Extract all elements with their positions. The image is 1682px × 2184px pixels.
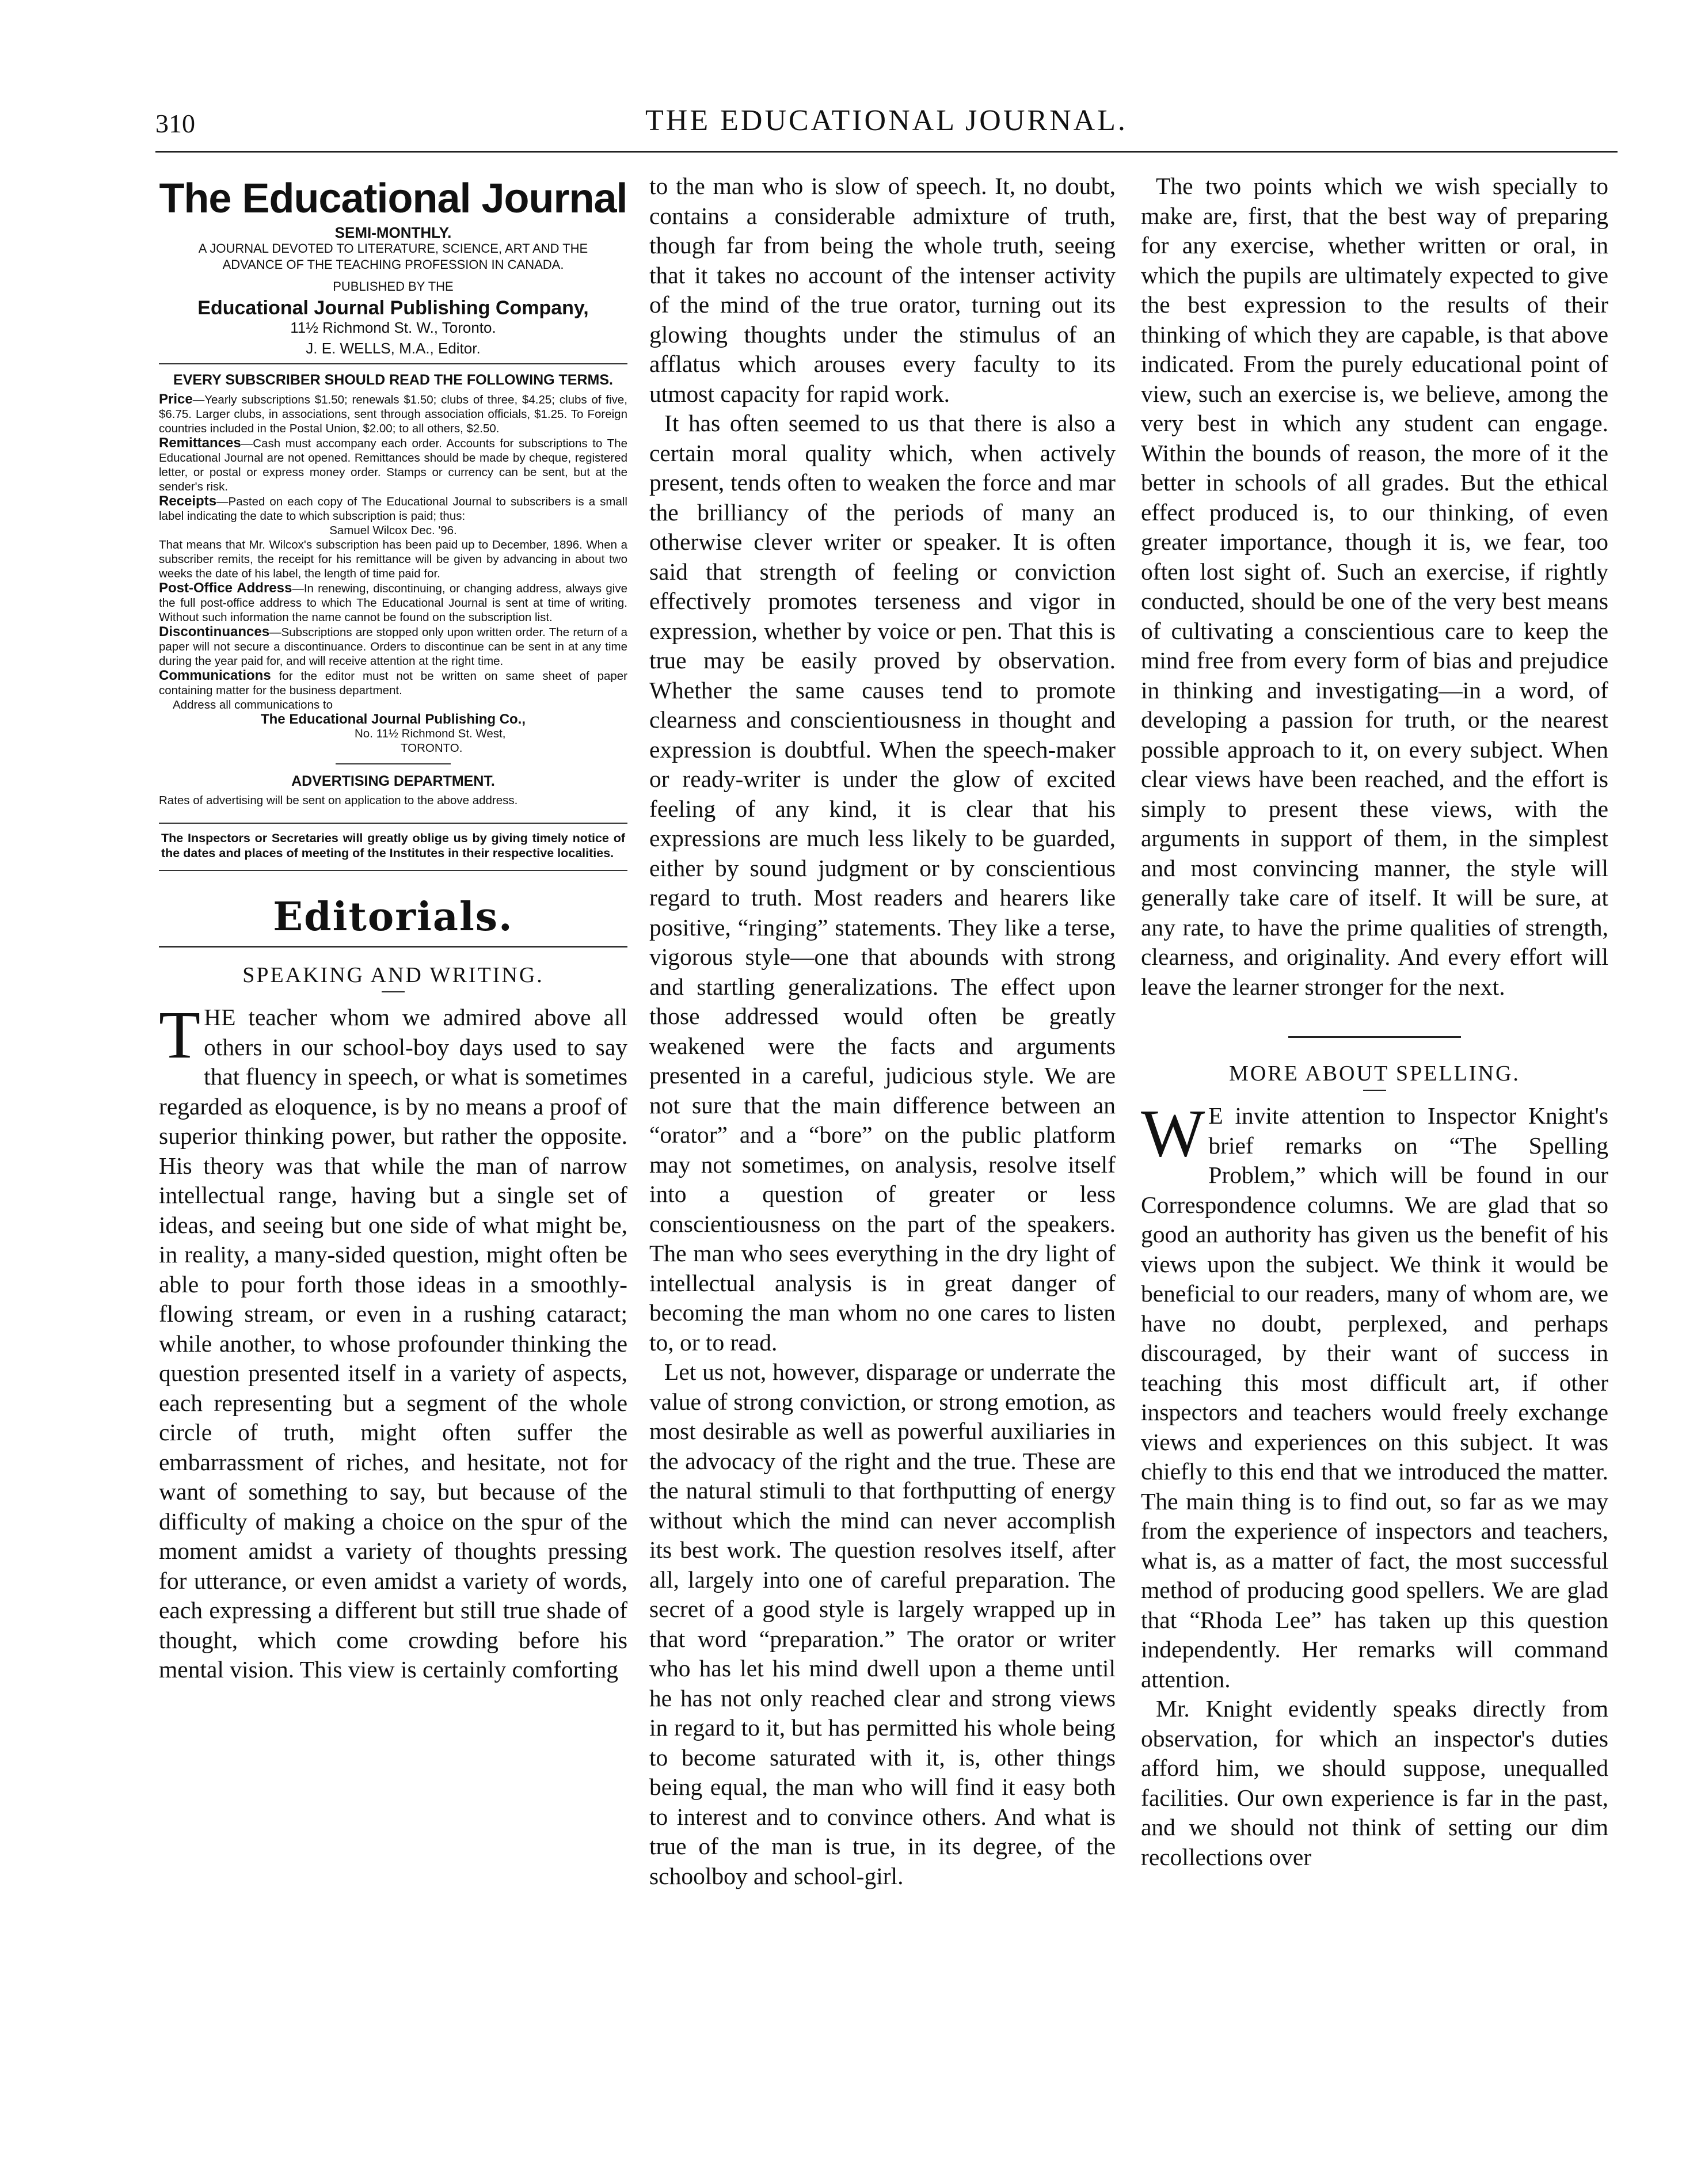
- institutes-notice: The Inspectors or Secretaries will greatly oblige us by giving timely notice of the dates and places of meeting of the Institutes in their respective localities.: [161, 831, 625, 860]
- page-number: 310: [155, 109, 195, 138]
- address-city: TORONTO.: [401, 741, 463, 755]
- masthead-published-by: PUBLISHED BY THE: [333, 279, 454, 294]
- article-title: MORE ABOUT SPELLING.: [1229, 1061, 1520, 1086]
- divider: [1288, 1036, 1461, 1038]
- divider: [1363, 1090, 1386, 1091]
- discontinuances-label: Discontinuances: [159, 624, 270, 640]
- publisher-address: 11½ Richmond St. W., Toronto.: [290, 319, 496, 336]
- masthead-title: The Educational Journal: [159, 176, 627, 222]
- price-label: Price: [159, 391, 193, 407]
- header-rule: [155, 151, 1618, 153]
- divider: [159, 823, 627, 824]
- advertising-heading: ADVERTISING DEPARTMENT.: [291, 773, 495, 789]
- divider: [336, 763, 451, 764]
- drop-cap: T: [159, 997, 201, 1072]
- post-office-label: Post-Office Address: [159, 580, 292, 596]
- page-header: [155, 104, 1618, 150]
- receipt-explanation: That means that Mr. Wilcox's subscription has been paid up to December, 1896. When a subscriber remits, the receipt for his remittance will be given by advancing in about two weeks the date of his label, the length of time paid for.: [159, 538, 627, 580]
- receipt-example: Samuel Wilcox Dec. '96.: [329, 524, 457, 537]
- article-paragraph: Mr. Knight evidently speaks directly from observation, for which an inspector's duties afford him, we should suppose, unequalled facilities. Our own experience is far in the past, and we should not think of setting our dim recollections over: [1141, 1695, 1608, 1870]
- left-column: [159, 172, 627, 1685]
- post-office-text: —In renewing, discontinuing, or changing address, always give the full post-office address to which The Educational Journal is sent at time of writing. Without such information the name cannot be found on the subscription list.: [159, 582, 627, 624]
- running-title: THE EDUCATIONAL JOURNAL.: [645, 104, 1128, 137]
- price-text: —Yearly subscriptions $1.50; renewals $1.50; clubs of three, $4.25; clubs of five, $6.75. Larger clubs, in associations, sent through association officials, $1.25. To Foreign countries included in the Postal Union, $2.00; to all others, $2.50.: [159, 393, 627, 435]
- masthead-description: A JOURNAL DEVOTED TO LITERATURE, SCIENCE, ART AND THE ADVANCE OF THE TEACHING PROFESSION IN CANADA.: [198, 241, 588, 272]
- section-heading: Editorials.: [273, 894, 513, 940]
- communications-label: Communications: [159, 668, 271, 683]
- divider: [159, 870, 627, 871]
- paragraph-text: E invite attention to Inspector Knight's brief remarks on “The Spelling Problem,” which will be found in our Correspondence columns. We are glad that so good an authority has given us the benefit of his views upon the subject. We think it would be beneficial to our readers, many of whom are, we have no doubt, perplexed, and perhaps discouraged, by their want of success in teaching this most difficult art, if other inspectors and teachers would freely exchange views and experiences on this subject. It was chiefly to this end that we introduced the matter. The main thing is to find out, so far as we may from the experience of inspectors and teachers, what is, as a matter of fact, the most successful method of producing good spellers. We are glad that “Rhoda Lee” has taken up this question independently. Her remarks will command attention.: [1141, 1102, 1608, 1692]
- article-paragraph: to the man who is slow of speech. It, no doubt, contains a considerable admixture of truth, though far from being the whole truth, seeing that it takes no account of the intenser activity of the mind of the true orator, turning out its glowing thoughts under the stimulus of an afflatus which arouses every faculty to its utmost capacity for rapid work.: [649, 173, 1116, 407]
- paragraph-text: HE teacher whom we admired above all others in our school-boy days used to say that fluency in speech, or what is sometimes regarded as eloquence, is by no means a proof of superior thinking power, but rather the opposite. His theory was that while the man of narrow intellectual range, having but a single set of ideas, and seeing but one side of what might be, in reality, a many-sided question, might often be able to pour forth those ideas in a smoothly-flowing stream, or even in a rushing cataract; while another, to whose profounder thinking the question presented itself in a variety of aspects, each representing but a segment of the whole circle of truth, might often suffer the embarrassment of riches, and hesitate, not for want of something to say, but because of the difficulty of making a choice on the spur of the moment amidst a variety of thoughts pressing for utterance, or even amidst a variety of words, each expressing a different but still true shade of thought, which come crowding before his mental vision. This view is certainly comforting: [159, 1004, 627, 1683]
- divider: [382, 991, 405, 992]
- address-company: The Educational Journal Publishing Co.,: [260, 711, 526, 727]
- remittances-label: Remittances: [159, 435, 241, 451]
- middle-column: [649, 172, 1116, 1891]
- article-paragraph: The two points which we wish specially to make are, first, that the best way of preparing for any exercise, whether written or oral, in which the pupils are ultimately expected to give the best expression to the results of their thinking of which they are capable, is that above indicated. From the purely educational point of view, such an exercise is, we believe, among the very best in which any student can engage. Within the bounds of reason, the more of it the better in schools of all grades. But the ethical effect produced is, to our thinking, of even greater importance, though it is, we fear, too often lost sight of. Such an exercise, if rightly conducted, should be one of the very best means of cultivating a conscientious care to keep the mind free from every form of bias and prejudice in thinking and investigating—in a word, of developing a passion for truth, or the nearest possible approach to it, on every subject. When clear views have been reached, and the effort is simply to present these views, with the arguments in support of them, in the simplest and most convincing manner, the style will generally take care of itself. It will be sure, at any rate, to have the prime qualities of strength, clearness, and originality. And every effort will leave the learner stronger for the next.: [1141, 173, 1608, 1000]
- editor-line: J. E. WELLS, M.A., Editor.: [306, 340, 481, 357]
- divider: [159, 363, 627, 364]
- drop-cap: W: [1141, 1095, 1205, 1171]
- article-paragraph: Let us not, however, disparage or underrate the value of strong conviction, or strong emotion, as most desirable as well as powerful auxiliaries in the advocacy of the right and the true. These are the natural stimuli to that forthputting of energy without which the mind can never accomplish its best work. The question resolves itself, after all, largely into one of careful preparation. The secret of a good style is largely wrapped up in that word “preparation.” The orator or writer who has let his mind dwell upon a theme until he has not only reached clear and strong views in regard to it, but has permitted his whole being to become saturated with it, is, other things being equal, the man who will find it easy both to interest and to convince others. And what is true of the man is true, in its degree, of the schoolboy and school-girl.: [649, 1359, 1116, 1889]
- right-column: [1141, 172, 1608, 1872]
- receipts-label: Receipts: [159, 493, 217, 509]
- article-paragraph: [1141, 1095, 1608, 1694]
- remittances-text: —Cash must accompany each order. Accounts for subscriptions to The Educational Journal are not opened. Remittances should be made by cheque, registered letter, or postal or express money order. Stamps or currency can be sent, but at the sender's risk.: [159, 437, 627, 493]
- communications-text: for the editor must not be written on same sheet of paper containing matter for the business department.: [159, 669, 628, 697]
- divider: [159, 946, 627, 948]
- masthead-frequency: SEMI-MONTHLY.: [334, 224, 452, 241]
- address-line: Address all communications to: [173, 698, 333, 711]
- article-paragraph: [159, 997, 627, 1685]
- article-title: SPEAKING AND WRITING.: [242, 963, 544, 987]
- discontinuances-text: —Subscriptions are stopped only upon written order. The return of a paper will not secure a discontinuance. Orders to discontinue can be sent in at any time during the year paid for, and will receive attention at the right time.: [159, 626, 627, 668]
- advertising-text: Rates of advertising will be sent on application to the above address.: [159, 794, 518, 807]
- article-paragraph: It has often seemed to us that there is also a certain moral quality which, when actively present, tends often to weaken the force and mar the brilliancy of the periods of many an otherwise clever writer or speaker. It is often said that strength of feeling or conviction effectively promotes terseness and vigor in expression, whether by voice or pen. That this is true may be easily proved by observation. Whether the same causes tend to promote clearness and conscientiousness in thought and expression is doubtful. When the speech-maker or ready-writer is under the glow of excited feeling of any kind, it is clear that his expressions are much less likely to be guarded, either by sound judgment or by conscientious regard to truth. Most readers and hearers like positive, “ringing” statements. They like a terse, vigorous style—one that abounds with strong and startling generalizations. The effect upon those addressed would often be greatly weakened were the facts and arguments presented in a careful, judicious style. We are not sure that the main difference between an “orator” and a “bore” on the public platform may not sometimes, on analysis, resolve itself into a question of greater or less conscientiousness on the part of the speakers. The man who sees everything in the dry light of intellectual analysis is in great danger of becoming the man whom no one cares to listen to, or to read.: [649, 410, 1116, 1356]
- receipts-text: —Pasted on each copy of The Educational Journal to subscribers is a small label indicating the date to which subscription is paid; thus:: [159, 495, 627, 523]
- subscription-terms: [159, 392, 627, 755]
- publisher-name: Educational Journal Publishing Company,: [197, 297, 589, 319]
- terms-heading: EVERY SUBSCRIBER SHOULD READ THE FOLLOWING TERMS.: [173, 372, 613, 388]
- address-street: No. 11½ Richmond St. West,: [355, 727, 506, 740]
